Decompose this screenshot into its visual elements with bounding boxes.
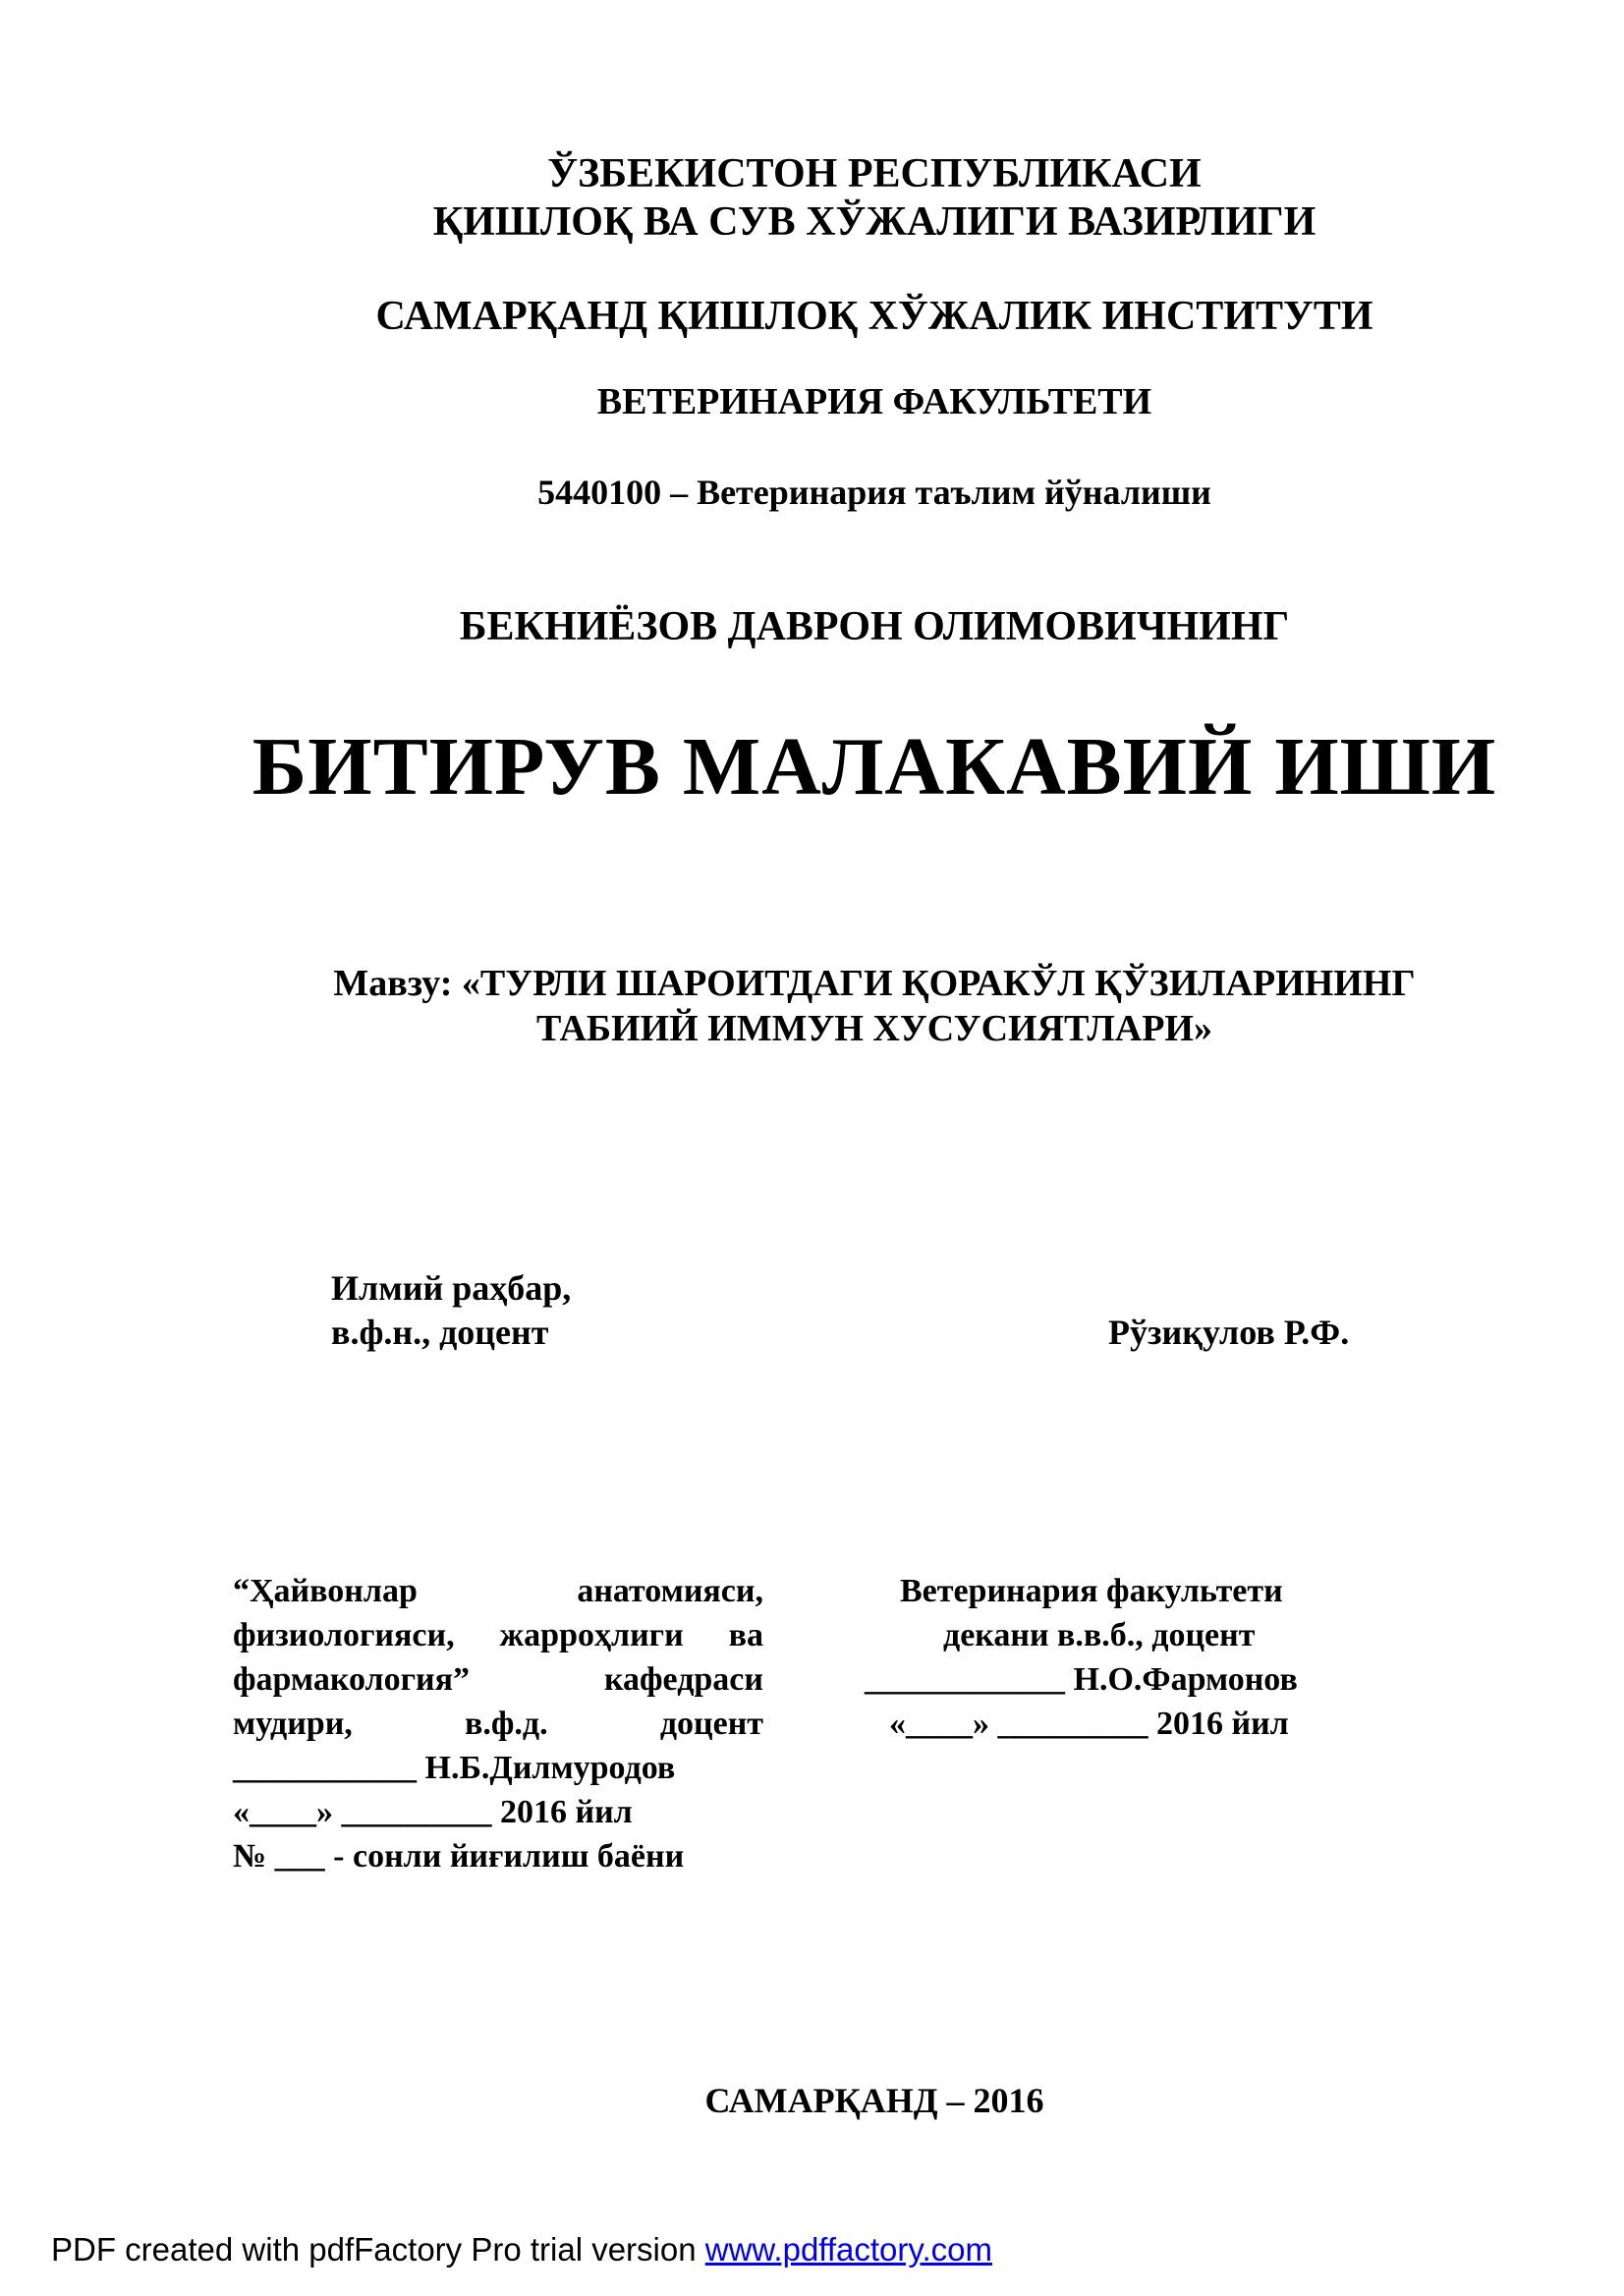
approval-right-line: декани в.в.б., доцент — [943, 1617, 1256, 1653]
approval-right-line: Ветеринария факультети — [900, 1573, 1283, 1609]
approval-right-signature: ____________ Н.О.Фармонов — [865, 1661, 1298, 1698]
faculty-name: ВЕТЕРИНАРИЯ ФАКУЛЬТЕТИ — [596, 381, 1152, 422]
footer-link[interactable]: www.pdffactory.com — [704, 2231, 992, 2268]
country-name: ЎЗБЕКИСТОН РЕСПУБЛИКАСИ — [547, 151, 1202, 196]
ministry-name: ҚИШЛОҚ ВА СУВ ХЎЖАЛИГИ ВАЗИРЛИГИ — [432, 199, 1316, 245]
city-year: САМАРҚАНД – 2016 — [704, 2081, 1044, 2120]
study-direction: 5440100 – Ветеринария таълим йўналиши — [537, 473, 1211, 512]
footer-text: PDF created with pdfFactory Pro trial version — [51, 2231, 705, 2268]
approval-right-date: «____» _________ 2016 йил — [889, 1706, 1289, 1742]
author-name: БЕКНИЁЗОВ ДАВРОН ОЛИМОВИЧНИНГ — [459, 604, 1290, 649]
approval-left-line: мудири, в.ф.д. доцент — [233, 1706, 763, 1742]
approval-left-protocol: № ___ - сонли йиғилиш баёни — [233, 1838, 685, 1875]
supervisor-degree: в.ф.н., доцент — [331, 1313, 549, 1352]
department-approval-block — [233, 1569, 763, 1878]
topic-line-2: ТАБИИЙ ИММУН ХУСУСИЯТЛАРИ» — [535, 1008, 1212, 1049]
supervisor-role: Илмий раҳбар, — [331, 1268, 572, 1308]
dean-approval-block — [865, 1569, 1307, 1746]
approval-left-line: “Ҳайвонлар анатомияси, — [233, 1573, 763, 1609]
supervisor-name: Рўзиқулов Р.Ф. — [1108, 1313, 1350, 1352]
institute-name: САМАРҚАНД ҚИШЛОҚ ХЎЖАЛИК ИНСТИТУТИ — [375, 294, 1373, 339]
pdf-footer — [51, 2230, 992, 2269]
approval-left-date: «____» _________ 2016 йил — [233, 1794, 633, 1830]
approval-left-line: фармакология” кафедраси — [233, 1661, 763, 1698]
approval-left-signature: ___________ Н.Б.Дилмуродов — [233, 1750, 676, 1786]
document-title: БИТИРУВ МАЛАКАВИЙ ИШИ — [252, 721, 1497, 812]
approval-left-line: физиологияси, жарроҳлиги ва — [233, 1617, 763, 1653]
topic-line-1: Мавзу: «ТУРЛИ ШАРОИТДАГИ ҚОРАКЎЛ ҚЎЗИЛАРИНИНГ — [333, 963, 1416, 1004]
